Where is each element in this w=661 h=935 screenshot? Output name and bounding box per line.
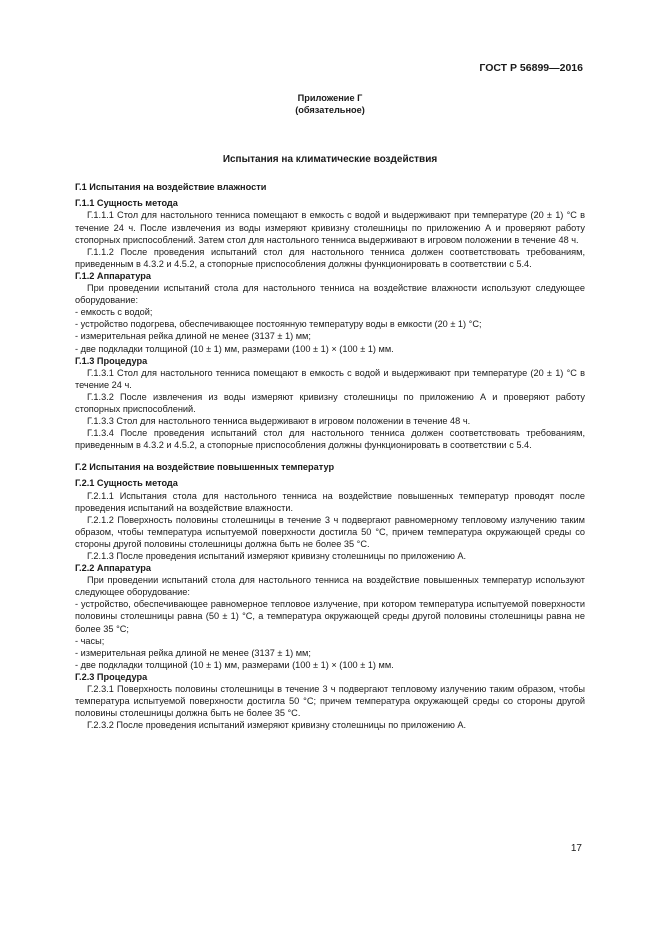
annex-status: (обязательное) [295,105,365,116]
subsection [75,197,585,270]
subsection-heading: Г.2.1 Сущность метода [75,478,178,489]
subsection [75,671,585,731]
paragraph: При проведении испытаний стола для настольного тенниса на воздействие влажности используют следующее оборудование: [75,283,585,306]
paragraph: Г.1.3.1 Стол для настольного тенниса помещают в емкость с водой и выдерживают при температуре (20 ± 1) °С в течение 24 ч. [75,367,585,390]
standard-header: ГОСТ Р 56899—2016 [479,62,583,74]
subsection-heading: Г.2.3 Процедура [75,671,148,682]
subsection-heading: Г.1.3 Процедура [75,355,148,366]
paragraph: Г.2.1.2 Поверхность половины столешницы в течение 3 ч подвергают равномерному тепловому излучению таким образом, чтобы температура испытуемой поверхности достигла 50 °С, причем температура окружающей среды со стороны другой половины столешницы должна быть не более 35 °С. [75,514,585,549]
paragraph: Г.2.3.2 После проведения испытаний измеряют кривизну столешницы по приложению А. [87,720,467,731]
sections [75,181,585,731]
list-item: - две подкладки толщиной (10 ± 1) мм, размерами (100 ± 1) × (100 ± 1) мм. [75,343,394,354]
paragraph: Г.2.1.1 Испытания стола для настольного тенниса на воздействие повышенных температур проводят после проведения испытаний на воздействие влажности. [75,490,585,513]
section-2 [75,461,585,731]
list-item: - измерительная рейка длиной не менее (3137 ± 1) мм; [75,647,311,658]
section-1 [75,181,585,451]
subsection-heading: Г.1.1 Сущность метода [75,198,178,209]
subsection [75,355,585,452]
subsection [75,477,585,562]
list-item: - измерительная рейка длиной не менее (3137 ± 1) мм; [75,331,311,342]
section-heading: Г.1 Испытания на воздействие влажности [75,182,267,193]
subsection-heading: Г.1.2 Аппаратура [75,270,151,281]
subsection [75,562,585,671]
list-item: - две подкладки толщиной (10 ± 1) мм, размерами (100 ± 1) × (100 ± 1) мм. [75,659,394,670]
subsection [75,270,585,355]
list-item: - часы; [75,635,105,646]
paragraph: Г.1.3.4 После проведения испытаний стол для настольного тенниса должен соответствовать требованиям, приведенным в 4.3.2 и 4.5.2, а стопорные приспособления должны функционировать в соответствии с 5.4. [75,428,585,451]
annex-title: Приложение Г [297,93,363,103]
paragraph: Г.1.3.2 После извлечения из воды измеряют кривизну столешницы по приложению А и проверяют работу стопорных приспособлений. [75,391,585,414]
paragraph: Г.1.1.2 После проведения испытаний стол для настольного тенниса должен соответствовать требованиям, приведенным в 4.3.2 и 4.5.2, а стопорные приспособления должны функционировать в соответствии с 5.4. [75,246,585,269]
section-heading: Г.2 Испытания на воздействие повышенных температур [75,462,335,473]
page-number: 17 [570,843,582,854]
list-item: - емкость с водой; [75,307,153,318]
subsection-heading: Г.2.2 Аппаратура [75,563,151,574]
paragraph: Г.2.1.3 После проведения испытаний измеряют кривизну столешницы по приложению А. [87,551,467,561]
paragraph: Г.2.3.1 Поверхность половины столешницы в течение 3 ч подвергают тепловому излучению таким образом, чтобы температура испытуемой поверхности достигла 50 °С; причем температура окружающей среды со стороны другой половины столешницы должна быть не более 35 °С. [75,684,585,719]
paragraph: При проведении испытаний стола для настольного тенниса на воздействие повышенных температур используют следующее оборудование: [75,575,585,598]
main-title: Испытания на климатические воздействия [222,154,438,166]
page-content [75,92,585,731]
paragraph: Г.1.1.1 Стол для настольного тенниса помещают в емкость с водой и выдерживают при температуре (20 ± 1) °С в течение 24 ч. После извлечения из воды измеряют кривизну столешницы по приложению А и проверяют работу стопорных приспособлений. Затем стол для настольного тенниса выдерживают в игровом положении в течение 48 ч. [75,210,585,245]
paragraph: Г.1.3.3 Стол для настольного тенниса выдерживают в игровом положении в течение 48 ч. [87,416,471,427]
list-item: - устройство подогрева, обеспечивающее постоянную температуру воды в емкости (20 ± 1) °С; [75,319,482,330]
list-item: - устройство, обеспечивающее равномерное тепловое излучение, при котором температура испытуемой поверхности половины столешницы равна (50 ± 1) °С, а температура окружающей среды другой половины столешницы равна не более 35 °С; [75,599,585,634]
